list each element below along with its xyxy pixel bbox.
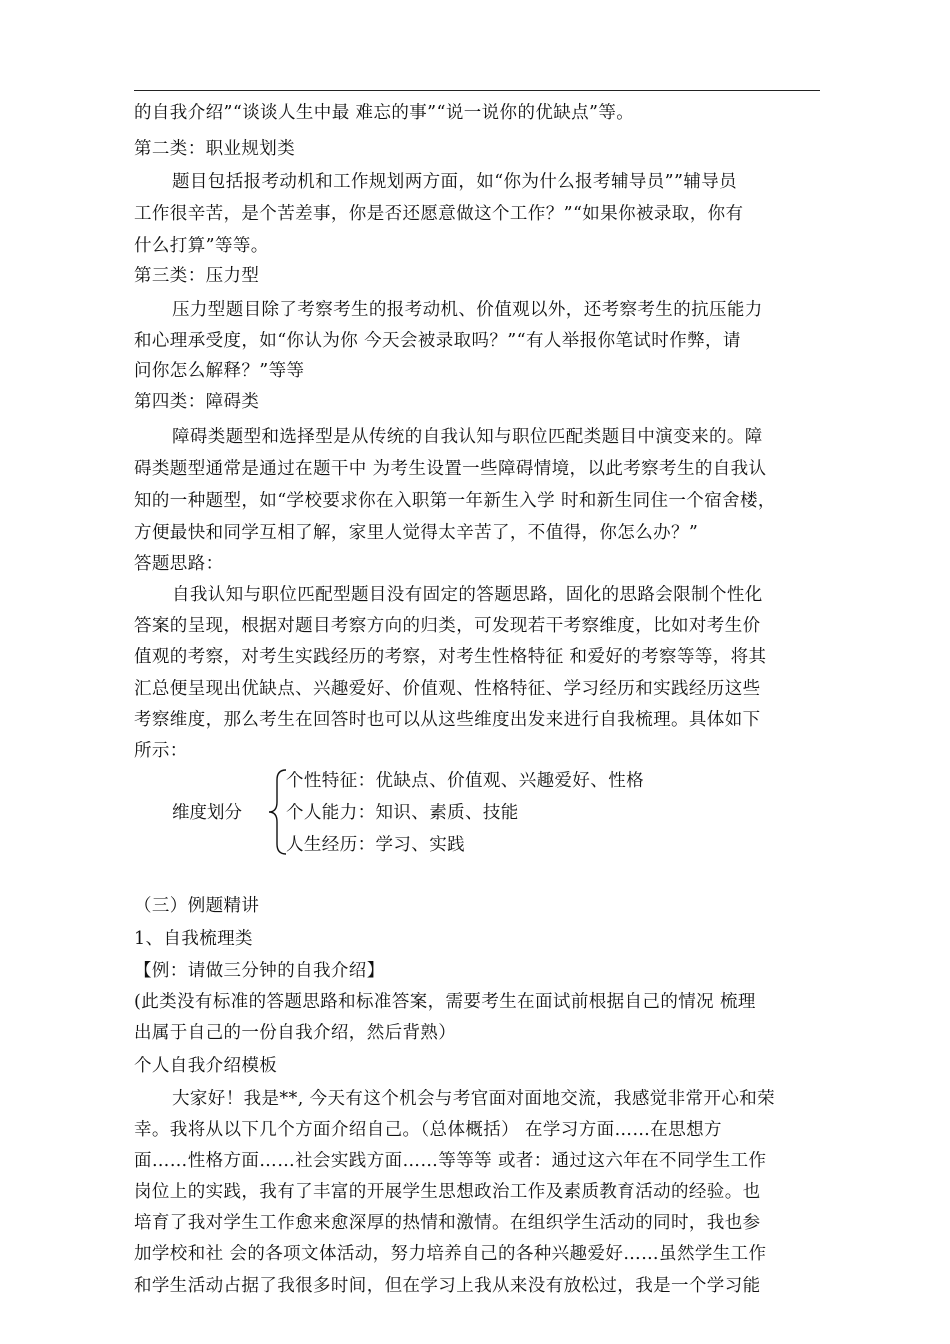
curly-brace-icon	[268, 768, 288, 856]
text-line: 面……性格方面……社会实践方面……等等等 或者：通过这六年在不同学生工作	[134, 1151, 767, 1171]
text-line: 汇总便呈现出优缺点、兴趣爱好、价值观、性格特征、学习经历和实践经历这些	[134, 679, 761, 699]
header-rule	[134, 90, 820, 91]
text-line: 大家好！我是**, 今天有这个机会与考官面对面地交流，我感觉非常开心和荣	[172, 1089, 776, 1109]
dimension-label: 维度划分	[172, 803, 242, 823]
text-line: 碍类题型通常是通过在题干中 为考生设置一些障碍情境，以此考察考生的自我认	[134, 459, 767, 479]
section-heading: 第四类：障碍类	[134, 392, 260, 412]
text-line: 所示：	[134, 741, 188, 761]
section-heading: （三）例题精讲	[134, 896, 260, 916]
text-line: 值观的考察，对考生实践经历的考察，对考生性格特征 和爱好的考察等等，将其	[134, 647, 767, 667]
text-line: 的自我介绍”“谈谈人生中最 难忘的事”“说一说你的优缺点”等。	[134, 103, 635, 123]
text-line: 题目包括报考动机和工作规划两方面，如“你为什么报考辅导员””辅导员	[172, 172, 738, 192]
section-heading: 第二类：职业规划类	[134, 139, 296, 159]
text-line: 方便最快和同学互相了解，家里人觉得太辛苦了，不值得，你怎么办？”	[134, 523, 699, 543]
dimension-item: 个人能力：知识、素质、技能	[286, 803, 519, 823]
text-line: 障碍类题型和选择型是从传统的自我认知与职位匹配类题目中演变来的。障	[172, 427, 763, 447]
text-line: 自我认知与职位匹配型题目没有固定的答题思路，固化的思路会限制个性化	[172, 585, 763, 605]
text-line: 知的一种题型，如“学校要求你在入职第一年新生入学 时和新生同住一个宿舍楼，	[134, 491, 776, 511]
text-line: 加学校和社 会的各项文体活动，努力培养自己的各种兴趣爱好……虽然学生工作	[134, 1244, 767, 1264]
text-line: (此类没有标准的答题思路和标准答案，需要考生在面试前根据自己的情况 梳理	[134, 992, 756, 1012]
text-line: 压力型题目除了考察考生的报考动机、价值观以外，还考察考生的抗压能力	[172, 300, 763, 320]
text-line: 出属于自己的一份自我介绍，然后背熟）	[134, 1023, 457, 1043]
dimension-item: 人生经历：学习、实践	[286, 835, 465, 855]
text-line: 和心理承受度，如“你认为你 今天会被录取吗？”“有人举报你笔试时作弊，请	[134, 331, 741, 351]
text-line: 和学生活动占据了我很多时间，但在学习上我从来没有放松过，我是一个学习能	[134, 1276, 761, 1296]
section-heading: 答题思路：	[134, 554, 224, 574]
text-line: 问你怎么解释？”等等	[134, 361, 305, 381]
section-heading: 1、自我梳理类	[134, 929, 253, 949]
text-line: 工作很辛苦，是个苦差事，你是否还愿意做这个工作？”“如果你被录取，你有	[134, 204, 744, 224]
text-line: 什么打算”等等。	[134, 236, 269, 256]
section-heading: 个人自我介绍模板	[134, 1056, 278, 1076]
text-line: 答案的呈现，根据对题目考察方向的归类，可发现若干考察维度，比如对考生价	[134, 616, 761, 636]
text-line: 幸。我将从以下几个方面介绍自己。（总体概括） 在学习方面……在思想方	[134, 1120, 722, 1140]
text-line: 培育了我对学生工作愈来愈深厚的热情和激情。在组织学生活动的同时，我也参	[134, 1213, 761, 1233]
text-line: 考察维度，那么考生在回答时也可以从这些维度出发来进行自我梳理。具体如下	[134, 710, 761, 730]
dimension-item: 个性特征：优缺点、价值观、兴趣爱好、性格	[286, 771, 644, 791]
section-heading: 第三类：压力型	[134, 266, 260, 286]
example-title: 【例：请做三分钟的自我介绍】	[134, 961, 385, 981]
text-line: 岗位上的实践，我有了丰富的开展学生思想政治工作及素质教育活动的经验。也	[134, 1182, 761, 1202]
